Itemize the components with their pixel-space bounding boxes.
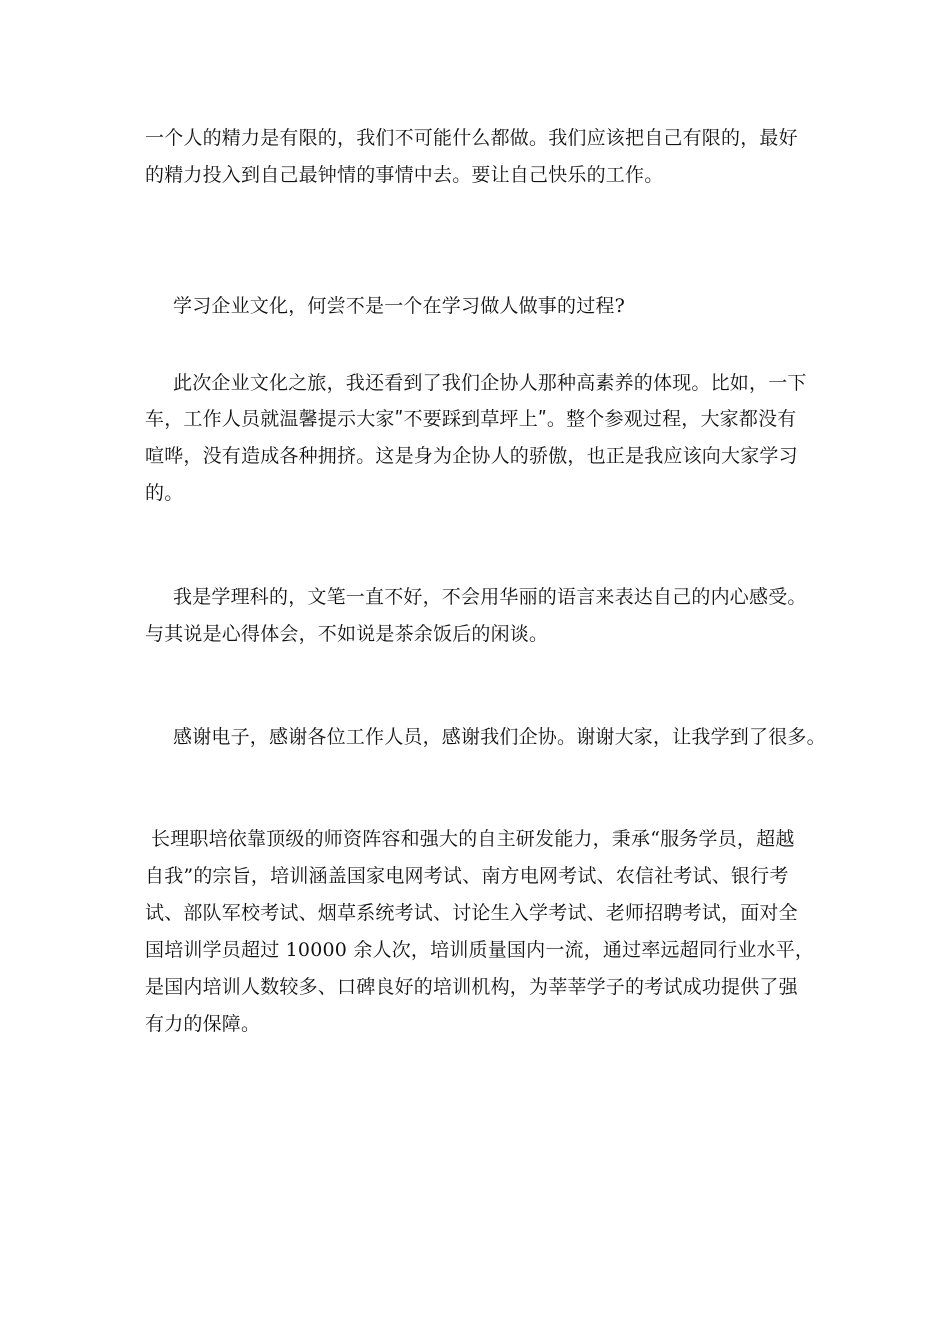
text-line: 的。 [145, 482, 184, 504]
text-line: 长理职培依靠顶级的师资阵容和强大的自主研发能力，秉承“服务学员，超越 [151, 828, 795, 850]
text-line: 车，工作人员就温馨提示大家ʺ不要踩到草坪上ʺ。整个参观过程，大家都没有 [145, 408, 797, 430]
text-line: 的精力投入到自己最钟情的事情中去。要让自己快乐的工作。 [145, 164, 664, 186]
text-line: 自我”的宗旨，培训涵盖国家电网考试、南方电网考试、农信社考试、银行考 [145, 865, 789, 887]
text-line: 一个人的精力是有限的，我们不可能什么都做。我们应该把自己有限的，最好 [145, 127, 798, 149]
text-line: 学习企业文化，何尝不是一个在学习做人做事的过程? [173, 295, 625, 317]
text-line: 感谢电子，感谢各位工作人员，感谢我们企协。谢谢大家，让我学到了很多。 [173, 726, 826, 748]
text-line: 此次企业文化之旅，我还看到了我们企协人那种高素养的体现。比如，一下 [173, 372, 807, 394]
text-line: 与其说是心得体会，不如说是茶余饭后的闲谈。 [145, 623, 549, 645]
text-line: 有力的保障。 [145, 1013, 261, 1035]
text-line: 试、部队军校考试、烟草系统考试、讨论生入学考试、老师招聘考试，面对全 [145, 902, 798, 924]
text-line: 我是学理科的，文笔一直不好，不会用华丽的语言来表达自己的内心感受。 [173, 586, 807, 608]
text-line: 喧哗，没有造成各种拥挤。这是身为企协人的骄傲，也正是我应该向大家学习 [145, 445, 798, 467]
text-line: 国培训学员超过 10000 余人次，培训质量国内一流，通过率远超同行业水平， [145, 939, 815, 961]
text-line: 是国内培训人数较多、口碑良好的培训机构，为莘莘学子的考试成功提供了强 [145, 976, 798, 998]
